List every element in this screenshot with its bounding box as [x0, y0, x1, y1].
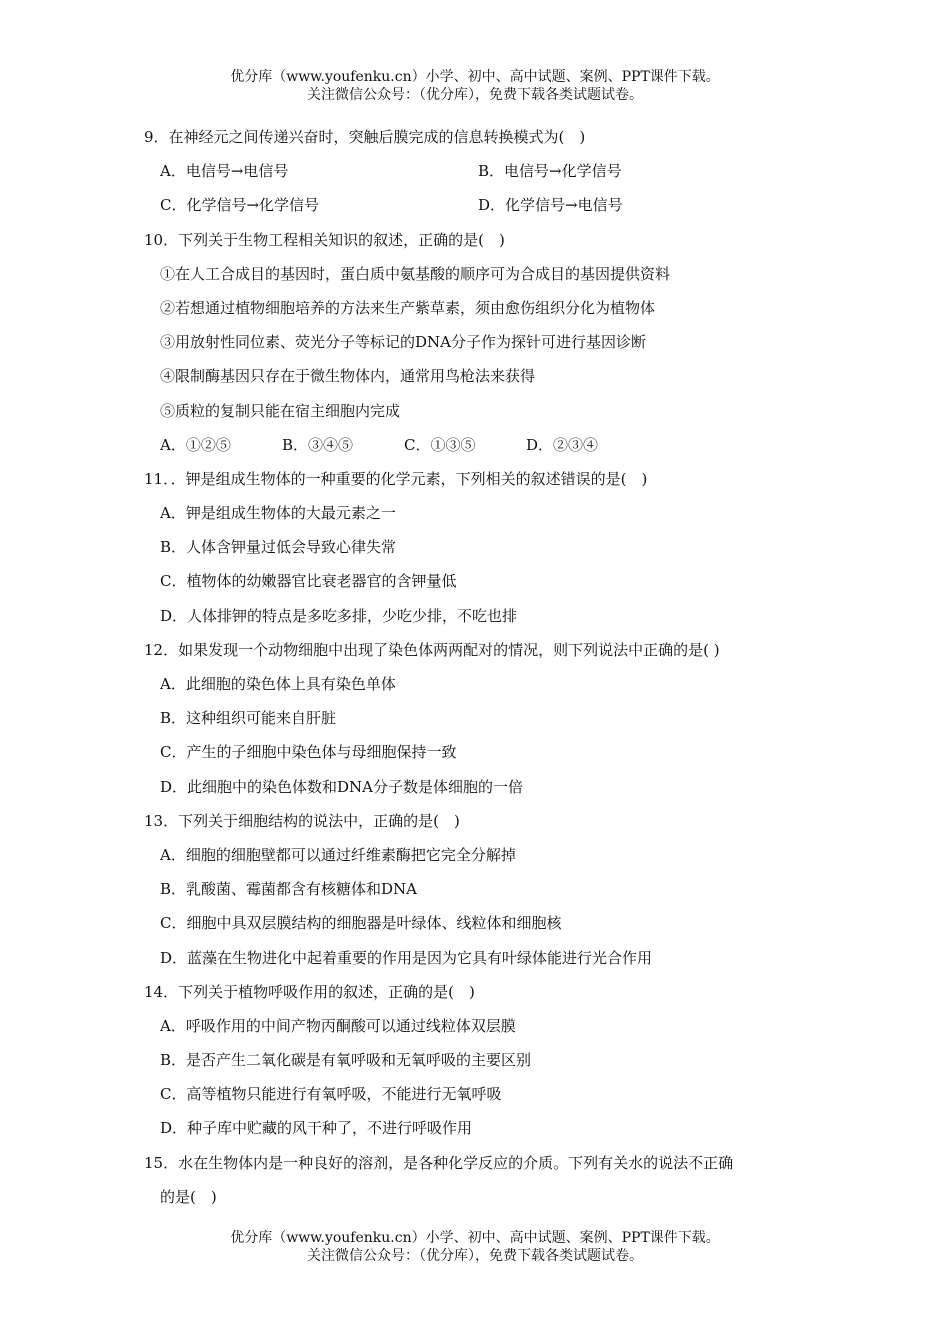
question-14-option-d: D．种子库中贮藏的风干种了，不进行呼吸作用 — [160, 1119, 473, 1138]
question-10-option-d: D．②③④ — [526, 435, 599, 454]
question-9-stem: 9．在神经元之间传递兴奋时，突触后膜完成的信息转换模式为( ) — [144, 128, 586, 146]
question-11-stem: 11．．钾是组成生物体的一种重要的化学元素，下列相关的叙述错误的是( ) — [144, 469, 648, 488]
question-14-option-a: A．呼吸作用的中间产物丙酮酸可以通过线粒体双层膜 — [160, 1016, 516, 1035]
page-header — [0, 68, 950, 104]
question-13-option-c: C．细胞中具双层膜结构的细胞器是叶绿体、线粒体和细胞核 — [160, 914, 562, 933]
question-12-option-d: D．此细胞中的染色体数和DNA分子数是体细胞的一倍 — [160, 777, 524, 796]
question-15-stem: 15．水在生物体内是一种良好的溶剂，是各种化学反应的介质。下列有关水的说法不正确 — [144, 1153, 734, 1172]
header-line-1: 优分库（www.youfenku.cn）小学、初中、高中试题、案例、PPT课件下载。 — [230, 69, 720, 85]
question-13-option-d: D．蓝藻在生物进化中起着重要的作用是因为它具有叶绿体能进行光合作用 — [160, 948, 653, 967]
question-13-option-b: B．乳酸菌、霉菌都含有核糖体和DNA — [160, 880, 418, 899]
question-10-options — [144, 428, 814, 462]
question-10-option-a: A．①②⑤ — [160, 435, 231, 454]
question-15-stem-continued: 的是( ) — [160, 1187, 217, 1206]
question-9-option-d: D．化学信号→电信号 — [478, 196, 623, 215]
question-9-option-b: B．电信号→化学信号 — [478, 162, 622, 181]
question-9-options-ab — [144, 154, 814, 188]
question-11-option-c: C．植物体的幼嫩器官比衰老器官的含钾量低 — [160, 572, 457, 591]
question-12-stem: 12．如果发现一个动物细胞中出现了染色体两两配对的情况，则下列说法中正确的是( ) — [144, 640, 720, 659]
question-10-statement-2: ②若想通过植物细胞培养的方法来生产紫草素，须由愈伤组织分化为植物体 — [160, 298, 656, 317]
question-list — [144, 120, 814, 1214]
question-14-stem: 14．下列关于植物呼吸作用的叙述，正确的是( ) — [144, 982, 475, 1001]
question-10-stem: 10．下列关于生物工程相关知识的叙述，正确的是( ) — [144, 230, 505, 249]
question-13-stem: 13．下列关于细胞结构的说法中，正确的是( ) — [144, 811, 460, 830]
question-10-statement-3: ③用放射性同位素、荧光分子等标记的DNA分子作为探针可进行基因诊断 — [160, 333, 646, 352]
question-14-option-c: C．高等植物只能进行有氧呼吸，不能进行无氧呼吸 — [160, 1085, 502, 1104]
header-line-2: 关注微信公众号：（优分库），免费下载各类试题试卷。 — [307, 87, 643, 103]
question-11-option-d: D．人体排钾的特点是多吃多排，少吃少排，不吃也排 — [160, 606, 518, 625]
footer-line-2: 关注微信公众号：（优分库），免费下载各类试题试卷。 — [307, 1248, 643, 1264]
footer-line-1: 优分库（www.youfenku.cn）小学、初中、高中试题、案例、PPT课件下载。 — [230, 1230, 720, 1246]
question-10-option-b: B．③④⑤ — [282, 435, 354, 454]
page-footer — [0, 1229, 950, 1265]
question-12-option-a: A．此细胞的染色体上具有染色单体 — [160, 675, 396, 693]
question-13-option-a: A．细胞的细胞壁都可以通过纤维素酶把它完全分解掉 — [160, 845, 516, 864]
question-9-option-a: A．电信号→电信号 — [160, 162, 289, 181]
question-12-option-b: B．这种组织可能来自肝脏 — [160, 709, 337, 728]
question-10-statement-5: ⑤质粒的复制只能在宿主细胞内完成 — [160, 401, 401, 420]
question-9-option-c: C．化学信号→化学信号 — [160, 196, 320, 215]
question-10-statement-1: ①在人工合成目的基因时，蛋白质中氨基酸的顺序可为合成目的基因提供资料 — [160, 264, 671, 283]
question-14-option-b: B．是否产生二氧化碳是有氧呼吸和无氧呼吸的主要区别 — [160, 1051, 532, 1070]
question-12-option-c: C．产生的子细胞中染色体与母细胞保持一致 — [160, 743, 457, 762]
question-11-option-a: A．钾是组成生物体的大最元素之一 — [160, 504, 396, 523]
question-10-option-c: C．①③⑤ — [404, 435, 476, 454]
question-10-statement-4: ④限制酶基因只存在于微生物体内，通常用鸟枪法来获得 — [160, 367, 536, 386]
question-9-options-cd — [144, 188, 814, 222]
question-11-option-b: B．人体含钾量过低会导致心律失常 — [160, 538, 397, 557]
